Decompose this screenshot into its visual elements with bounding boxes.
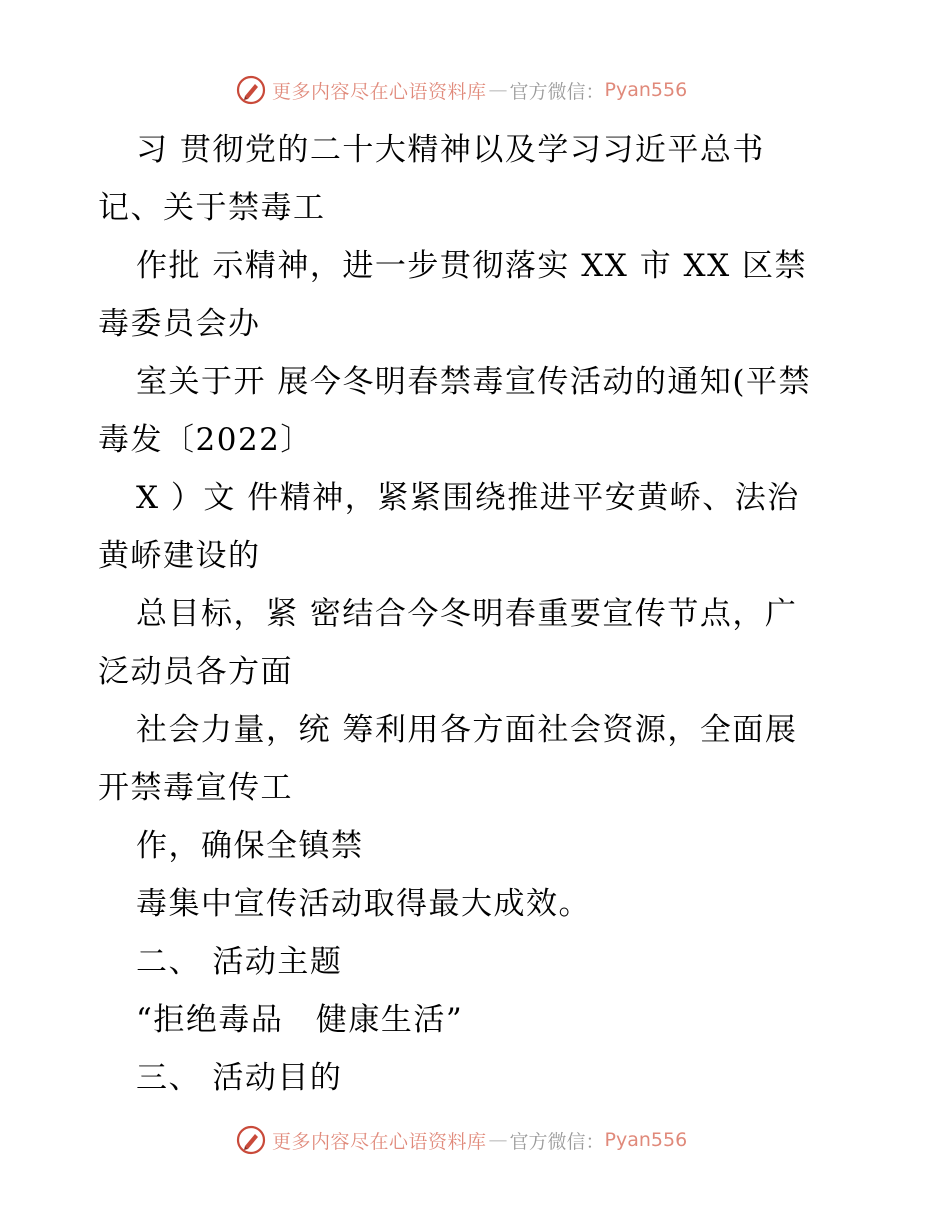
- body-line: 毒发〔2022〕: [98, 422, 313, 458]
- watermark-header: [236, 72, 687, 108]
- body-line: 泛动员各方面: [98, 654, 293, 690]
- pen-logo-icon: [236, 75, 266, 105]
- pen-logo-icon: [236, 1125, 266, 1155]
- watermark-wechat-label: 官方微信：: [509, 1130, 605, 1153]
- body-line: 社会力量，统 筹利用各方面社会资源，全面展: [136, 712, 798, 748]
- watermark-wechat-id: Pyan556: [604, 1129, 688, 1151]
- watermark-wechat-id: Pyan556: [604, 79, 688, 101]
- body-line: 作，确保全镇禁: [136, 828, 364, 864]
- watermark-wechat-label: 官方微信：: [509, 80, 605, 103]
- body-line: 毒委员会办: [98, 306, 261, 342]
- body-line: X ）文 件精神，紧紧围绕推进平安黄峤、法治: [136, 480, 800, 516]
- body-line: 作批 示精神，进一步贯彻落实 XX 市 XX 区禁: [136, 248, 808, 284]
- section-heading: 二、 活动主题: [136, 944, 343, 980]
- watermark-footer: [236, 1122, 687, 1158]
- body-line: 毒集中宣传活动取得最大成效。: [136, 886, 591, 922]
- body-line: 黄峤建设的: [98, 538, 261, 574]
- body-line: 总目标，紧 密结合今冬明春重要宣传节点，广: [136, 596, 798, 632]
- body-line: 习 贯彻党的二十大精神以及学习习近平总书: [136, 132, 765, 168]
- theme-slogan: “拒绝毒品 健康生活”: [136, 1002, 464, 1038]
- body-line: 开禁毒宣传工: [98, 770, 293, 806]
- body-line: 室关于开 展今冬明春禁毒宣传活动的通知(平禁: [136, 364, 811, 400]
- section-heading: 三、 活动目的: [136, 1060, 343, 1096]
- body-line: 记、关于禁毒工: [98, 190, 326, 226]
- watermark-dash: —: [488, 1129, 508, 1151]
- watermark-main-text: 更多内容尽在心语资料库: [272, 1130, 487, 1153]
- watermark-dash: —: [488, 79, 508, 101]
- watermark-main-text: 更多内容尽在心语资料库: [272, 80, 487, 103]
